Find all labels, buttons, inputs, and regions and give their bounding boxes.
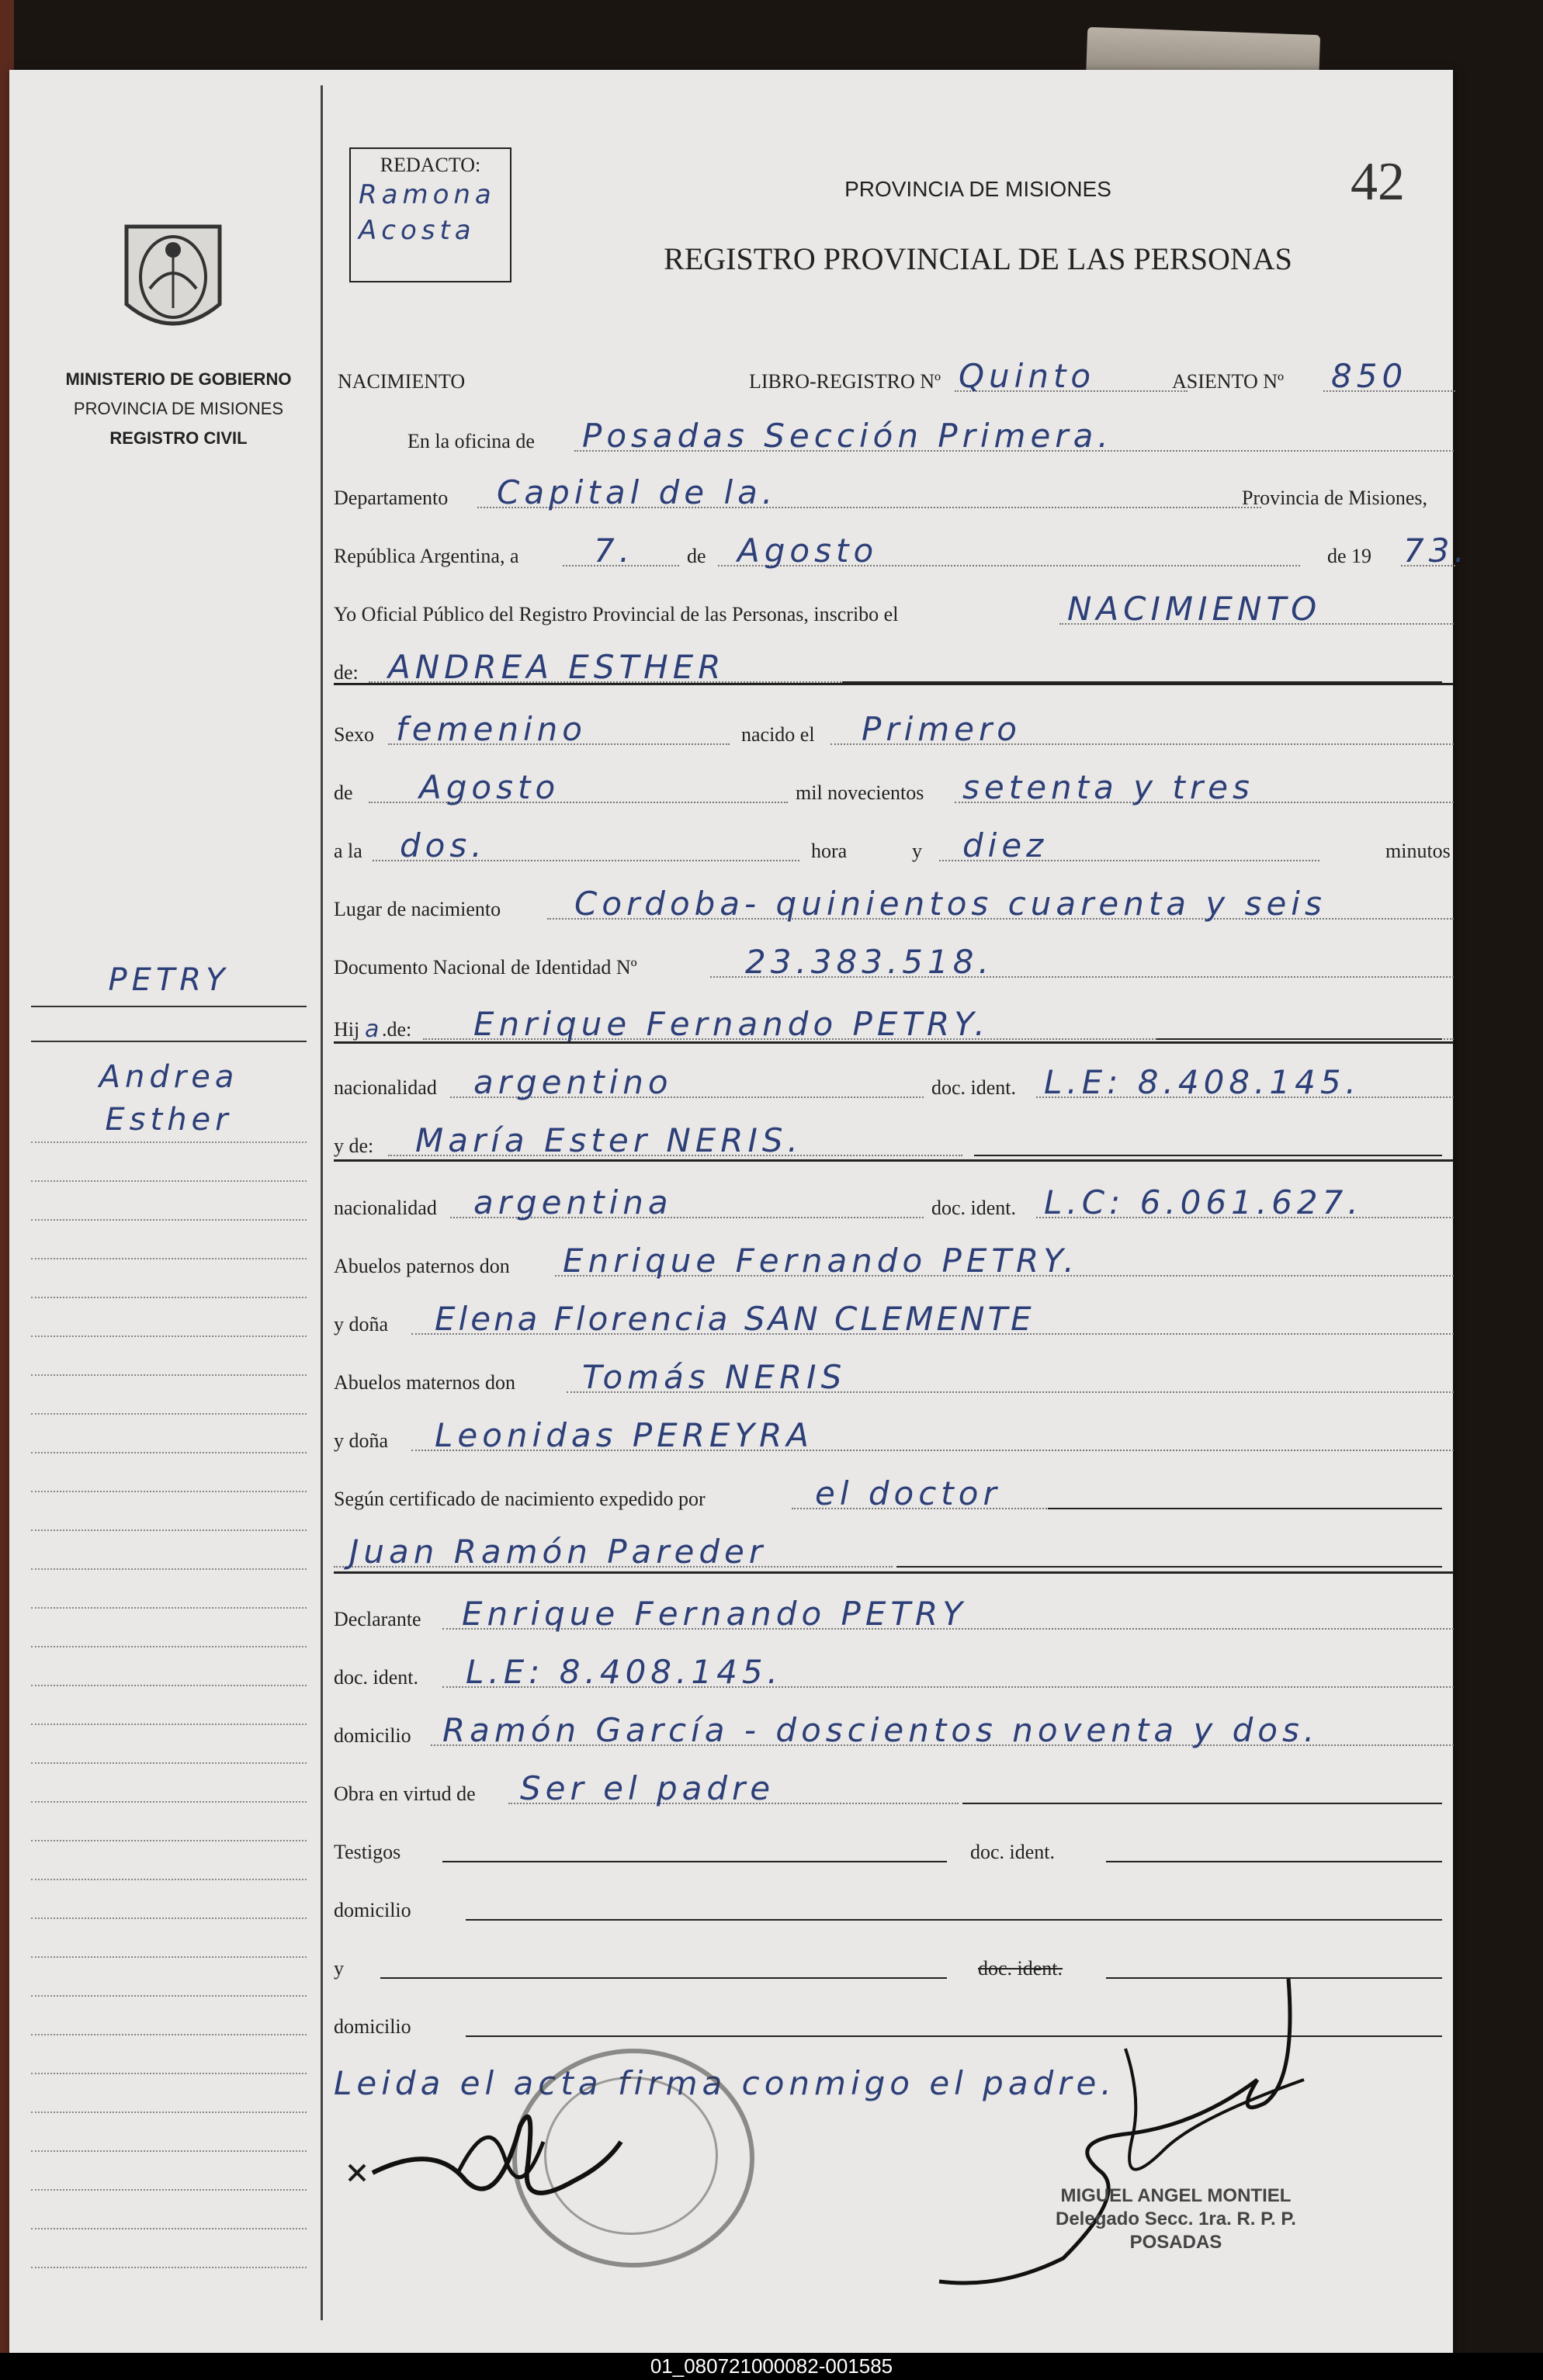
minutos-value: diez bbox=[962, 826, 1049, 864]
page-number: 42 bbox=[1351, 152, 1405, 212]
madre-rule bbox=[974, 1155, 1442, 1156]
anio-label: de 19 bbox=[1327, 545, 1372, 567]
section-rule bbox=[334, 683, 1454, 685]
y-label: y bbox=[912, 840, 922, 862]
hijo-label: Hij bbox=[334, 1018, 360, 1041]
doc-decl-value: L.E: 8.408.145. bbox=[466, 1653, 782, 1691]
de-persona-label: de: bbox=[334, 661, 359, 684]
official-stamp-text bbox=[1056, 2184, 1296, 2254]
margin-line bbox=[31, 1040, 307, 1042]
de2-label: de bbox=[334, 781, 353, 804]
domicilio2-label: domicilio bbox=[334, 1899, 411, 1921]
margin-line bbox=[31, 1994, 307, 1997]
margin-line bbox=[31, 1762, 307, 1764]
doc-test2-label: doc. ident. bbox=[978, 1957, 1063, 1980]
doctor-rule bbox=[896, 1566, 1442, 1568]
margin-line bbox=[31, 1490, 307, 1492]
hora-label: hora bbox=[811, 840, 848, 862]
margin-line bbox=[31, 1374, 307, 1376]
domicilio-value: Ramón García - doscientos noventa y dos. bbox=[442, 1711, 1319, 1749]
margin-line bbox=[31, 1335, 307, 1337]
testigo2-line bbox=[380, 1977, 947, 1979]
margin-line bbox=[31, 2150, 307, 2152]
segun-value: el doctor bbox=[815, 1474, 1001, 1512]
asiento-value: 850 bbox=[1331, 357, 1408, 395]
doc-madre-value: L.C: 6.061.627. bbox=[1044, 1183, 1363, 1221]
parent-signature-icon bbox=[342, 2095, 636, 2219]
anio-value: 73. bbox=[1403, 532, 1469, 570]
nacionalidad-label: nacionalidad bbox=[334, 1076, 437, 1099]
segun-label: Según certificado de nacimiento expedido por bbox=[334, 1488, 706, 1510]
persona-value: ANDREA ESTHER bbox=[388, 648, 726, 686]
de-label: de bbox=[687, 545, 706, 567]
dni-label: Documento Nacional de Identidad Nº bbox=[334, 956, 637, 979]
official-city: POSADAS bbox=[1129, 2232, 1222, 2253]
margin-line bbox=[31, 2072, 307, 2074]
docident2-label: doc. ident. bbox=[931, 1197, 1017, 1219]
ydona2-label: y doña bbox=[334, 1429, 389, 1452]
segun-rule bbox=[1048, 1508, 1442, 1509]
departamento-label: Departamento bbox=[334, 487, 449, 509]
hijo-de-label: .de: bbox=[382, 1018, 412, 1041]
abuelos-mat-label: Abuelos maternos don bbox=[334, 1371, 515, 1394]
row-fecha bbox=[334, 528, 1469, 574]
margin-line bbox=[31, 1529, 307, 1531]
domicilio2-line bbox=[466, 1919, 1442, 1921]
inscribo-value: NACIMIENTO bbox=[1067, 590, 1322, 628]
margin-line bbox=[31, 1839, 307, 1841]
margin-line bbox=[31, 1723, 307, 1725]
section-rule bbox=[334, 1041, 1454, 1044]
padre-rule bbox=[1156, 1038, 1442, 1040]
row-domicilio2 bbox=[334, 1882, 1454, 1928]
dia-value: 7. bbox=[594, 532, 635, 570]
margin-line bbox=[31, 1956, 307, 1958]
row-nac-padre bbox=[334, 1059, 1454, 1106]
margin-given-1: Andrea bbox=[99, 1059, 239, 1095]
row-doctor bbox=[334, 1529, 1454, 1575]
row-padre bbox=[334, 1001, 1454, 1048]
nacido-label: nacido el bbox=[741, 723, 815, 746]
abuela-pat-value: Elena Florencia SAN CLEMENTE bbox=[435, 1300, 1035, 1338]
row-libro bbox=[334, 353, 1454, 400]
provincial-emblem-icon bbox=[115, 219, 231, 347]
oficial-text: Yo Oficial Público del Registro Provincial de las Personas, inscribo el bbox=[334, 603, 899, 625]
doctor-value: Juan Ramón Pareder bbox=[349, 1533, 768, 1571]
libro-label: LIBRO-REGISTRO Nº bbox=[749, 370, 941, 393]
padre-value: Enrique Fernando PETRY. bbox=[473, 1005, 990, 1043]
margin-surname: PETRY bbox=[108, 962, 230, 998]
margin-line bbox=[31, 1878, 307, 1880]
redacto-name-1: Ramona bbox=[359, 179, 496, 210]
official-title: Delegado Secc. 1ra. R. P. P. bbox=[1056, 2209, 1296, 2229]
row-abuelo-pat bbox=[334, 1238, 1454, 1284]
ydona-label: y doña bbox=[334, 1313, 389, 1336]
ministry-line-3: REGISTRO CIVIL bbox=[109, 428, 248, 448]
row-obra bbox=[334, 1765, 1454, 1812]
domicilio3-label: domicilio bbox=[334, 2015, 411, 2038]
nacionalidad2-label: nacionalidad bbox=[334, 1197, 437, 1219]
abuela-mat-value: Leonidas PEREYRA bbox=[435, 1416, 814, 1454]
margin-line bbox=[31, 1257, 307, 1259]
sexo-label: Sexo bbox=[334, 723, 374, 746]
margin-line bbox=[31, 1645, 307, 1647]
ministry-block bbox=[31, 365, 326, 453]
lugar-label: Lugar de nacimiento bbox=[334, 898, 501, 920]
doc-test-label: doc. ident. bbox=[970, 1841, 1056, 1863]
libro-value: Quinto bbox=[959, 357, 1096, 395]
redacto-label: REDACTO: bbox=[380, 154, 481, 176]
oficina-value: Posadas Sección Primera. bbox=[582, 417, 1113, 455]
row-nacimiento-fecha bbox=[334, 764, 1454, 811]
yde-label: y de: bbox=[334, 1135, 374, 1157]
obra-rule bbox=[962, 1803, 1442, 1804]
margin-line bbox=[31, 2188, 307, 2191]
margin-line bbox=[31, 2033, 307, 2035]
row-oficina bbox=[334, 413, 1454, 459]
lugar-value: Cordoba- quinientos cuarenta y seis bbox=[574, 885, 1326, 923]
province-heading: PROVINCIA DE MISIONES bbox=[844, 177, 1111, 201]
margin-line bbox=[31, 2227, 307, 2229]
doc-test-line bbox=[1106, 1861, 1442, 1862]
leida-value: Leida el acta firma conmigo el padre. bbox=[334, 2064, 1116, 2102]
row-abuela-mat bbox=[334, 1412, 1454, 1459]
row-departamento bbox=[334, 469, 1454, 516]
margin-given-2: Esther bbox=[105, 1102, 233, 1138]
margin-line bbox=[31, 1141, 307, 1143]
row-oficial bbox=[334, 586, 1454, 632]
ministry-line-1: MINISTERIO DE GOBIERNO bbox=[65, 369, 292, 389]
dni-value: 23.383.518. bbox=[745, 943, 993, 981]
declarante-label: Declarante bbox=[334, 1608, 421, 1630]
margin-line bbox=[31, 1606, 307, 1609]
redacto-box bbox=[349, 147, 511, 282]
row-sexo bbox=[334, 706, 1454, 753]
madre-value: María Ester NERIS. bbox=[415, 1121, 803, 1159]
republica-label: República Argentina, a bbox=[334, 545, 519, 567]
row-nac-madre bbox=[334, 1180, 1454, 1226]
mil-label: mil novecientos bbox=[796, 781, 924, 804]
row-abuelo-mat bbox=[334, 1354, 1454, 1401]
obra-value: Ser el padre bbox=[520, 1769, 775, 1807]
row-abuela-pat bbox=[334, 1296, 1454, 1342]
y2-label: y bbox=[334, 1957, 344, 1980]
row-segun bbox=[334, 1471, 1454, 1517]
sexo-value: femenino bbox=[396, 710, 587, 748]
margin-line bbox=[31, 1568, 307, 1570]
asiento-label: ASIENTO Nº bbox=[1172, 370, 1285, 393]
mes-value: Agosto bbox=[737, 532, 879, 570]
margin-line bbox=[31, 1218, 307, 1221]
row-domicilio bbox=[334, 1707, 1454, 1754]
margin-line bbox=[31, 1296, 307, 1298]
row-dni bbox=[334, 939, 1454, 986]
doc-padre-value: L.E: 8.408.145. bbox=[1044, 1063, 1361, 1101]
section-rule bbox=[334, 1159, 1454, 1162]
section-rule bbox=[334, 1571, 1454, 1574]
oficina-label: En la oficina de bbox=[407, 430, 535, 452]
row-doc-decl bbox=[334, 1649, 1454, 1696]
hijo-suffix: a bbox=[365, 1016, 384, 1043]
minutos-label: minutos bbox=[1385, 840, 1451, 862]
obra-label: Obra en virtud de bbox=[334, 1782, 476, 1805]
footer-caption: 01_080721000082-001585 bbox=[0, 2353, 1543, 2380]
registry-heading: REGISTRO PROVINCIAL DE LAS PERSONAS bbox=[664, 241, 1292, 276]
ala-label: a la bbox=[334, 840, 362, 862]
margin-line bbox=[31, 2266, 307, 2268]
margin-line bbox=[31, 2111, 307, 2113]
margin-line bbox=[31, 1917, 307, 1919]
nac-madre-value: argentina bbox=[473, 1183, 673, 1221]
margin-line bbox=[31, 1684, 307, 1686]
departamento-value: Capital de la. bbox=[497, 473, 778, 511]
mes2-value: Agosto bbox=[419, 768, 560, 806]
row-madre bbox=[334, 1117, 1454, 1164]
abuelo-mat-value: Tomás NERIS bbox=[582, 1358, 847, 1396]
row-hora bbox=[334, 823, 1454, 869]
testigos-label: Testigos bbox=[334, 1841, 401, 1863]
row-declarante bbox=[334, 1591, 1454, 1637]
row-testigos bbox=[334, 1824, 1454, 1870]
row-lugar bbox=[334, 881, 1454, 927]
anio2-value: setenta y tres bbox=[962, 768, 1254, 806]
testigos-line bbox=[442, 1861, 947, 1862]
margin-line bbox=[31, 1412, 307, 1415]
redacto-name-2: Acosta bbox=[359, 215, 476, 246]
nac-padre-value: argentino bbox=[473, 1063, 673, 1101]
declarante-value: Enrique Fernando PETRY bbox=[462, 1595, 967, 1633]
ministry-line-2: PROVINCIA DE MISIONES bbox=[73, 399, 284, 418]
margin-line bbox=[31, 1800, 307, 1803]
margin-line bbox=[31, 1180, 307, 1182]
hora-value: dos. bbox=[400, 826, 487, 864]
docident-label: doc. ident. bbox=[931, 1076, 1017, 1099]
nacimiento-label: NACIMIENTO bbox=[338, 370, 466, 393]
provincia-label: Provincia de Misiones, bbox=[1242, 487, 1428, 509]
domicilio-label: domicilio bbox=[334, 1724, 411, 1747]
doc-decl-label: doc. ident. bbox=[334, 1666, 419, 1689]
abuelo-pat-value: Enrique Fernando PETRY. bbox=[563, 1242, 1079, 1280]
official-name: MIGUEL ANGEL MONTIEL bbox=[1060, 2185, 1292, 2206]
nacido-value: Primero bbox=[862, 710, 1021, 748]
margin-line bbox=[31, 1451, 307, 1453]
margin-line bbox=[31, 1005, 307, 1007]
abuelos-pat-label: Abuelos paternos don bbox=[334, 1255, 510, 1277]
